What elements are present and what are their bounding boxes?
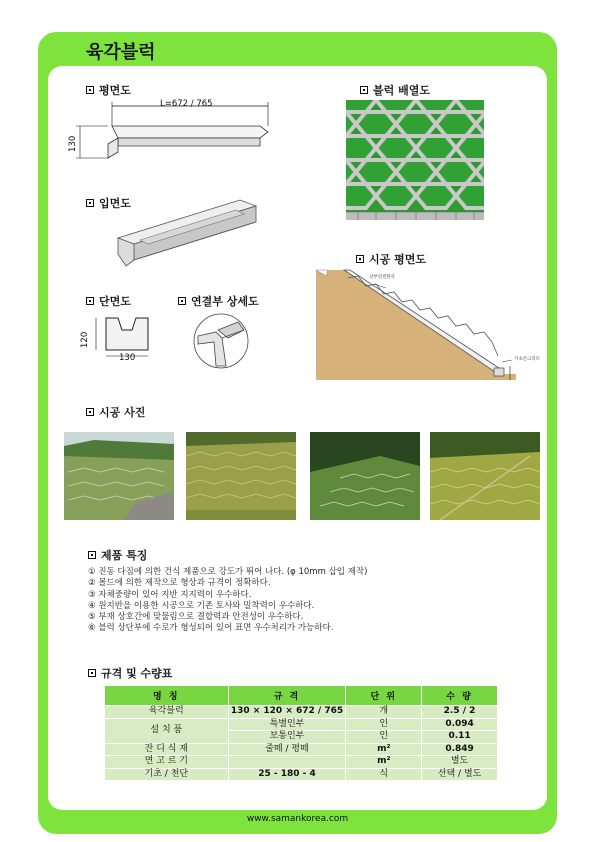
page-title: 육각블럭 — [86, 42, 156, 63]
table-cell: 특별인부 — [228, 718, 346, 731]
spec-table — [104, 685, 498, 781]
install-plan-drawing — [314, 266, 519, 382]
section-label: 시공 평면도 — [369, 253, 426, 266]
table-header-row — [105, 686, 498, 706]
plan-width-label: 130 — [68, 135, 78, 152]
table-cell: 육각블럭 — [105, 706, 229, 719]
section-features — [88, 547, 147, 563]
table-row — [105, 768, 498, 781]
section-label: 단면도 — [99, 295, 131, 308]
table-header: 규 격 — [228, 686, 346, 706]
elevation-drawing — [110, 196, 265, 274]
section-cross — [86, 293, 131, 309]
section-width-label: 130 — [119, 353, 136, 363]
table-cell: 선택 / 별도 — [422, 768, 498, 781]
website-url[interactable]: www.samankorea.com — [246, 814, 349, 824]
section-label: 제품 특징 — [101, 549, 148, 562]
install-bottom-label: 기초콘크리트 — [514, 357, 541, 362]
table-cell: m² — [346, 756, 422, 769]
table-cell: m² — [346, 743, 422, 756]
table-cell: 보통인부 — [228, 731, 346, 744]
table-cell: 0.11 — [422, 731, 498, 744]
section-layout — [360, 82, 430, 98]
section-joint — [178, 293, 259, 309]
table-cell: 인 — [346, 731, 422, 744]
bullet-icon — [86, 297, 94, 305]
block-layout-drawing — [346, 100, 484, 220]
feature-item: ① 진동 다짐에 의한 건식 제품으로 강도가 뛰어 나다. (φ 10mm 삽입 제작) — [88, 567, 368, 577]
table-header: 명 칭 — [105, 686, 229, 706]
feature-item: ⑤ 부재 상호간에 맞물림으로 결합력과 안전성이 우수하다. — [88, 612, 304, 623]
bullet-icon — [88, 669, 96, 677]
table-cell — [228, 756, 346, 769]
table-cell: 별도 — [422, 756, 498, 769]
feature-item: ② 몰드에 의한 제작으로 형상과 규격이 정확하다. — [88, 578, 271, 589]
section-label: 블럭 배열도 — [373, 84, 430, 97]
table-cell: 면 고 르 기 — [105, 756, 229, 769]
feature-item: ⑥ 블럭 상단부에 수로가 형성되어 있어 표면 우수처리가 가능하다. — [88, 623, 334, 634]
joint-detail-drawing — [192, 312, 250, 370]
table-row — [105, 706, 498, 719]
section-label: 규격 및 수량표 — [101, 667, 173, 680]
section-label: 시공 사진 — [99, 406, 146, 419]
table-cell: 25 - 180 - 4 — [228, 768, 346, 781]
feature-list — [88, 567, 367, 635]
table-header: 단 위 — [346, 686, 422, 706]
install-top-label: 상부연결블록 — [369, 275, 396, 280]
table-row — [105, 743, 498, 756]
bullet-icon — [356, 255, 364, 263]
site-photo-3 — [310, 432, 420, 520]
table-cell: 기초 / 천단 — [105, 768, 229, 781]
table-cell: 130 × 120 × 672 / 765 — [228, 706, 346, 719]
table-cell: 0.094 — [422, 718, 498, 731]
section-photos — [86, 404, 145, 420]
section-spec — [88, 665, 172, 681]
table-cell: 식 — [346, 768, 422, 781]
table-cell: 줄떼 / 평떼 — [228, 743, 346, 756]
bullet-icon — [360, 86, 368, 94]
section-label: 연결부 상세도 — [191, 295, 259, 308]
table-cell: 개 — [346, 706, 422, 719]
site-photo-4 — [430, 432, 540, 520]
feature-item: ④ 원지반을 이용한 시공으로 기존 토사와 밀착력이 우수하다. — [88, 600, 315, 611]
section-height-label: 120 — [80, 331, 90, 348]
bullet-icon — [86, 199, 94, 207]
site-photo-2 — [186, 432, 296, 520]
bullet-icon — [88, 551, 96, 559]
plan-length-label: L=672 / 765 — [160, 99, 213, 109]
bullet-icon — [86, 86, 94, 94]
table-cell: 인 — [346, 718, 422, 731]
table-cell: 잔 디 식 재 — [105, 743, 229, 756]
bullet-icon — [178, 297, 186, 305]
table-cell: 설 치 품 — [105, 718, 229, 743]
feature-item: ③ 자체중량이 있어 지반 지지력이 우수하다. — [88, 589, 252, 600]
table-cell: 2.5 / 2 — [422, 706, 498, 719]
table-row — [105, 718, 498, 731]
section-label: 평면도 — [99, 84, 131, 97]
bullet-icon — [86, 408, 94, 416]
table-header: 수 량 — [422, 686, 498, 706]
table-cell: 0.849 — [422, 743, 498, 756]
section-install-plan — [356, 251, 426, 267]
table-row — [105, 756, 498, 769]
section-label: 입면도 — [99, 197, 131, 210]
site-photo-1 — [64, 432, 174, 520]
